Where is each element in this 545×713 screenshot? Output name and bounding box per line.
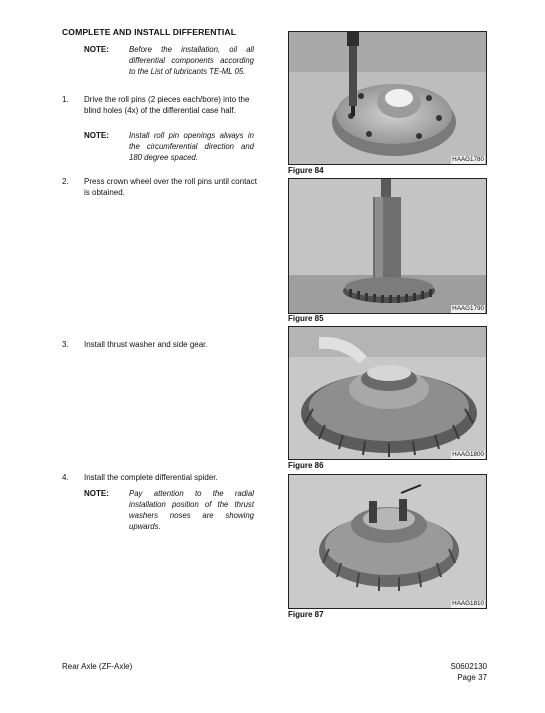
footer-page-number: Page 37 (457, 673, 487, 682)
step-number-2: 2. (62, 177, 69, 186)
step-number-4: 4. (62, 473, 69, 482)
figure-87-photo (288, 474, 487, 609)
step-text-3: Install thrust washer and side gear. (84, 340, 208, 349)
figure-caption-85: Figure 85 (288, 314, 324, 323)
figure-code: HAAG1800 (452, 451, 484, 458)
differential-spider-photo (289, 475, 486, 608)
figure-code: HAAG1780 (452, 156, 484, 163)
note-text-thrust-washers: Pay attention to the radial installation position of the thrust washers noses are showing upwards. (129, 489, 254, 531)
footer-document-number: S0602130 (450, 662, 487, 671)
step-number-1: 1. (62, 95, 69, 104)
figure-caption-87: Figure 87 (288, 610, 324, 619)
step-text-2: Press crown wheel over the roll pins until contact is obtained. (84, 177, 257, 197)
step-number-3: 3. (62, 340, 69, 349)
side-gear-install-photo (289, 327, 486, 459)
figure-caption-84: Figure 84 (288, 166, 324, 175)
figure-85-photo (288, 178, 487, 314)
figure-code: HAAG1810 (452, 600, 484, 607)
section-heading: COMPLETE AND INSTALL DIFFERENTIAL (62, 27, 237, 37)
note-text-roll-pin: Install roll pin openings always in the circumferential direction and 180 degree spaced. (129, 131, 254, 162)
figure-86-photo (288, 326, 487, 460)
note-text-lubrication: Before the installation, oil all differential components according to the List of lubricants TE-ML 05. (129, 45, 254, 76)
crown-wheel-press-photo (289, 179, 486, 313)
differential-case-photo (289, 32, 486, 164)
figure-code: HAAG1790 (452, 305, 484, 312)
note-label: NOTE: (84, 45, 109, 54)
figure-84-photo (288, 31, 487, 165)
step-text-1: Drive the roll pins (2 pieces each/bore) into the blind holes (4x) of the differential case half. (84, 95, 250, 115)
step-text-4: Install the complete differential spider. (84, 473, 218, 482)
footer-document-title: Rear Axle (ZF-Axle) (62, 662, 133, 671)
note-label: NOTE: (84, 489, 109, 498)
note-label: NOTE: (84, 131, 109, 140)
figure-caption-86: Figure 86 (288, 461, 324, 470)
